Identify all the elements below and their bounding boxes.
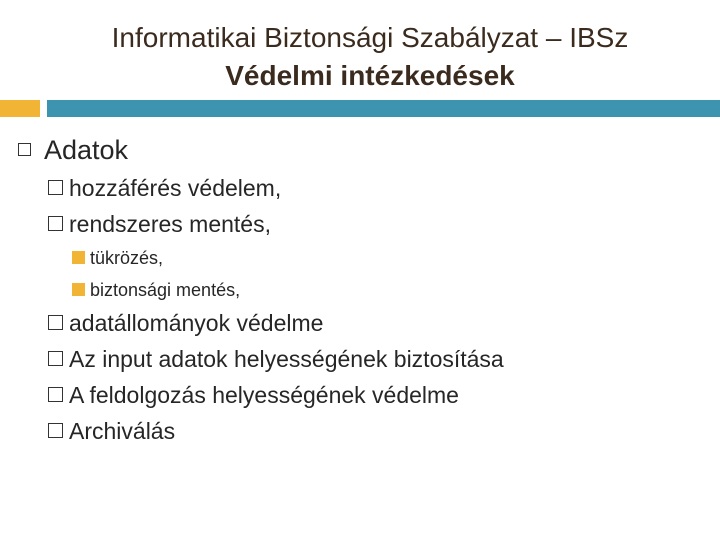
checkbox-bullet-icon <box>48 423 63 438</box>
bullet-text: adatállományok védelme <box>69 310 324 336</box>
square-bullet-icon <box>72 251 85 264</box>
accent-bar-teal <box>47 100 720 117</box>
checkbox-bullet-icon <box>48 216 63 231</box>
bullet-text: A feldolgozás helyességének védelme <box>69 382 459 408</box>
bullet-text: Adatok <box>44 135 129 165</box>
bullet-level3 <box>72 247 163 269</box>
checkbox-bullet-icon <box>48 387 63 402</box>
bullet-level2 <box>48 210 271 238</box>
bullet-level2 <box>48 345 504 373</box>
accent-bar-orange <box>0 100 40 117</box>
bullet-text: Az input adatok helyességének biztosítása <box>69 346 504 372</box>
square-bullet-icon <box>72 283 85 296</box>
bullet-text: Archiválás <box>69 418 176 444</box>
bullet-text: tükrözés, <box>90 248 164 268</box>
slide-subtitle: Védelmi intézkedések <box>225 60 515 91</box>
bullet-level1-adatok <box>18 134 128 166</box>
bullet-text: hozzáférés védelem, <box>69 175 282 201</box>
bullet-level2 <box>48 174 281 202</box>
bullet-level2 <box>48 381 459 409</box>
bullet-level2 <box>48 309 323 337</box>
bullet-text: rendszeres mentés, <box>69 211 271 237</box>
bullet-text: biztonsági mentés, <box>90 280 241 300</box>
bullet-level3 <box>72 279 240 301</box>
checkbox-bullet-icon <box>18 143 31 156</box>
checkbox-bullet-icon <box>48 351 63 366</box>
checkbox-bullet-icon <box>48 315 63 330</box>
bullet-level2 <box>48 417 175 445</box>
checkbox-bullet-icon <box>48 180 63 195</box>
slide-title: Informatikai Biztonsági Szabályzat – IBSz <box>111 22 629 53</box>
